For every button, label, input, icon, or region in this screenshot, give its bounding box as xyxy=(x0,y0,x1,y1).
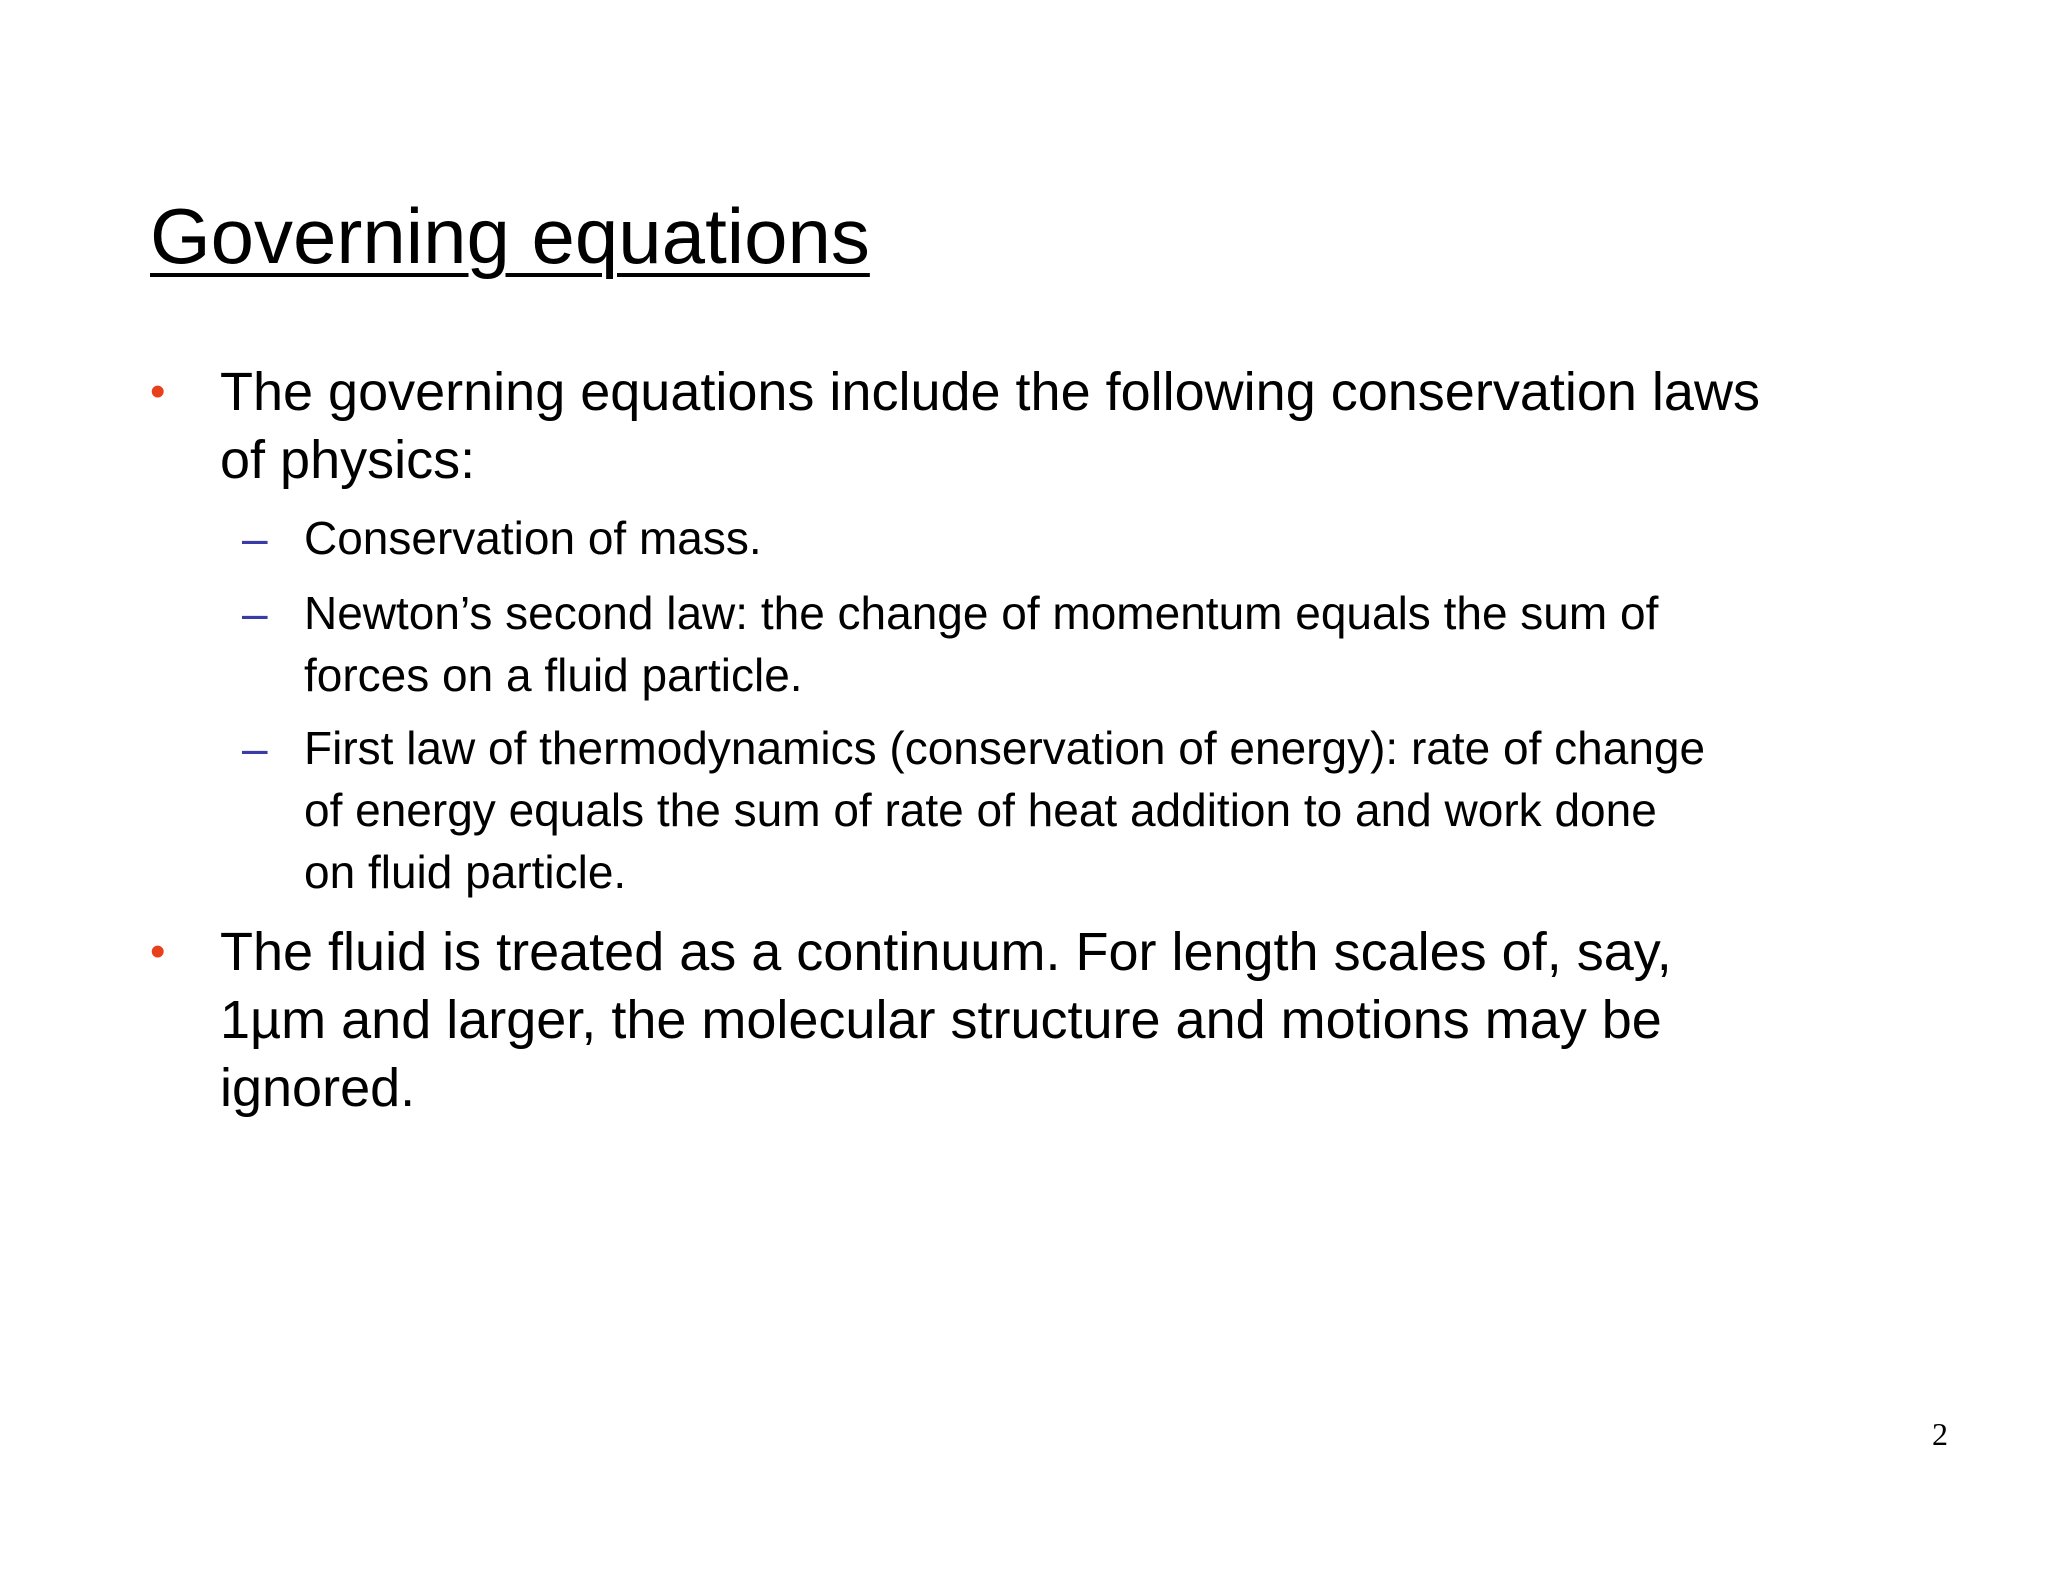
sub-bullet-marker: – xyxy=(242,587,268,639)
sub-bullet-marker: – xyxy=(242,512,268,564)
bullet-text xyxy=(220,918,1940,1122)
sub-bullet-text xyxy=(304,717,1984,903)
bullet-line: The governing equations include the following conservation laws xyxy=(220,362,1760,422)
bullet-marker: • xyxy=(150,927,166,976)
page-number: 2 xyxy=(1932,1416,1948,1452)
sub-bullet-text xyxy=(304,507,1984,569)
sub-bullet-text xyxy=(304,582,1984,706)
sub-bullet-line: Newton’s second law: the change of momentum equals the sum of xyxy=(304,587,1659,639)
sub-bullet-marker: – xyxy=(242,722,268,774)
sub-bullet-line: First law of thermodynamics (conservation of energy): rate of change xyxy=(304,722,1706,774)
bullet-text xyxy=(220,358,1940,494)
bullet-line: ignored. xyxy=(220,1058,416,1118)
sub-bullet-line: Conservation of mass. xyxy=(304,512,762,564)
bullet-marker: • xyxy=(150,367,166,416)
bullet-line: 1µm and larger, the molecular structure and motions may be xyxy=(220,990,1662,1050)
slide-title: Governing equations xyxy=(150,192,870,280)
bullet-line: The fluid is treated as a continuum. For length scales of, say, xyxy=(220,922,1672,982)
sub-bullet-line: forces on a fluid particle. xyxy=(304,649,803,701)
bullet-line: of physics: xyxy=(220,430,476,490)
sub-bullet-line: on fluid particle. xyxy=(304,846,627,898)
sub-bullet-line: of energy equals the sum of rate of heat addition to and work done xyxy=(304,784,1657,836)
